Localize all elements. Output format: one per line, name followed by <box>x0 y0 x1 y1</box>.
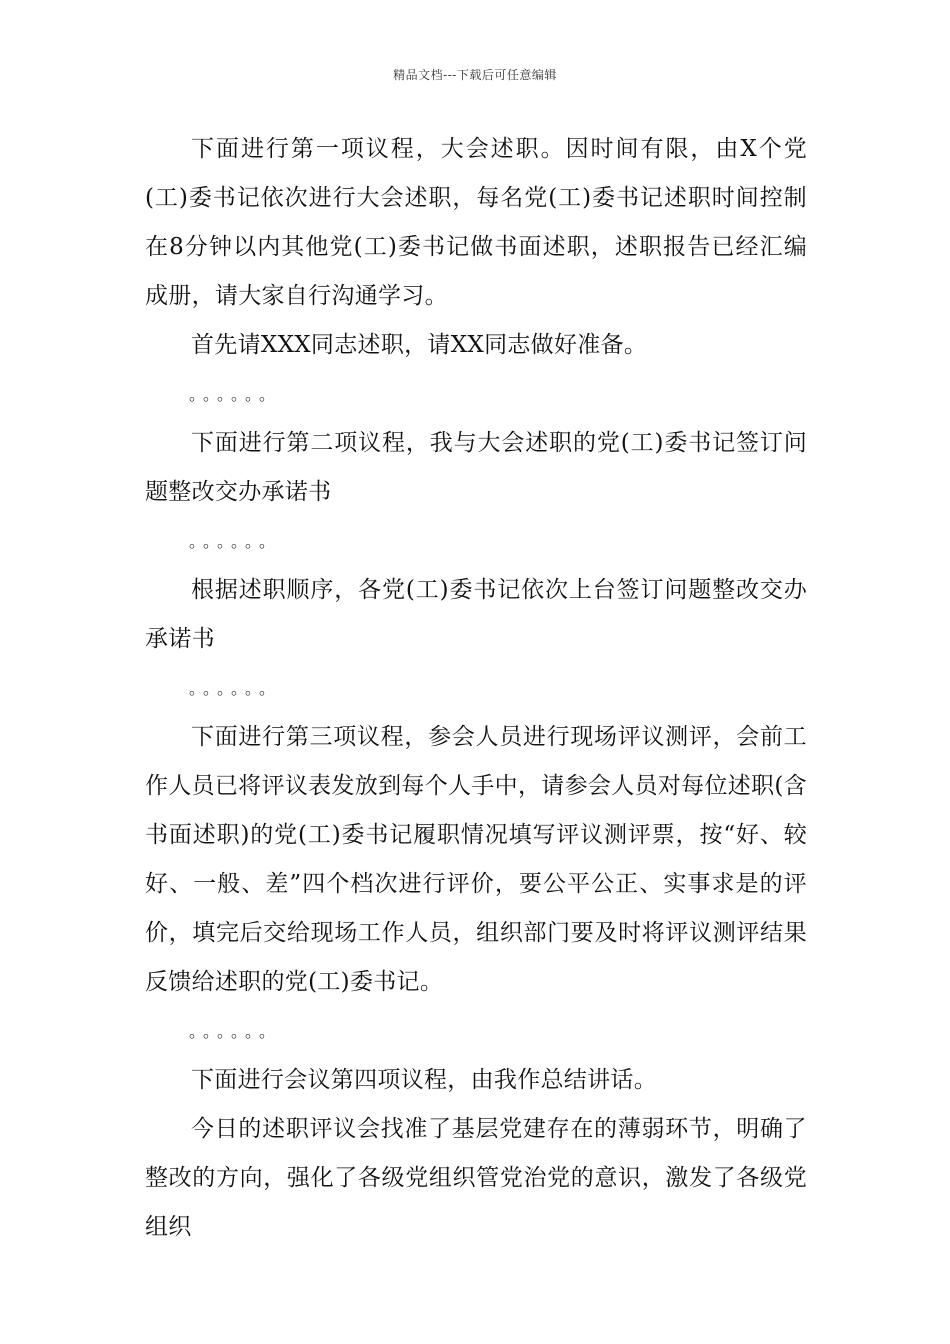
document-body <box>145 125 807 1252</box>
page-header: 精品文档---下载后可任意编辑 <box>393 68 557 82</box>
paragraph-agenda-2: 下面进行第二项议程，我与大会述职的党(工)委书记签订问题整改交办承诺书 <box>145 430 807 505</box>
paragraph-agenda-1: 下面进行第一项议程，大会述职。因时间有限，由X个党(工)委书记依次进行大会述职，每名党(工)委书记述职时间控制在8分钟以内其他党(工)委书记做书面述职，述职报告已经汇编成册，请大家自行沟通学习。 <box>145 136 807 309</box>
paragraph-agenda-3: 下面进行第三项议程，参会人员进行现场评议测评，会前工作人员已将评议表发放到每个人手中，请参会人员对每位述职(含书面述职)的党(工)委书记履职情况填写评议测评票，按“好、较好、一般、差”四个档次进行评价，要公平公正、实事求是的评价，填完后交给现场工作人员，组织部门要及时将评议测评结果反馈给述职的党(工)委书记。 <box>145 724 807 995</box>
paragraph-first-speaker: 首先请XXX同志述职，请XX同志做好准备。 <box>191 332 648 358</box>
ellipsis-separator: 。。。。。。 <box>189 532 282 551</box>
ellipsis-separator: 。。。。。。 <box>189 679 282 698</box>
ellipsis-separator: 。。。。。。 <box>189 385 282 404</box>
paragraph-summary: 今日的述职评议会找准了基层党建存在的薄弱环节，明确了整改的方向，强化了各级党组织管党治党的意识，激发了各级党组织 <box>145 1116 807 1240</box>
paragraph-signing-order: 根据述职顺序，各党(工)委书记依次上台签订问题整改交办承诺书 <box>145 577 807 652</box>
paragraph-agenda-4: 下面进行会议第四项议程，由我作总结讲话。 <box>191 1067 657 1093</box>
ellipsis-separator: 。。。。。。 <box>189 1022 282 1041</box>
